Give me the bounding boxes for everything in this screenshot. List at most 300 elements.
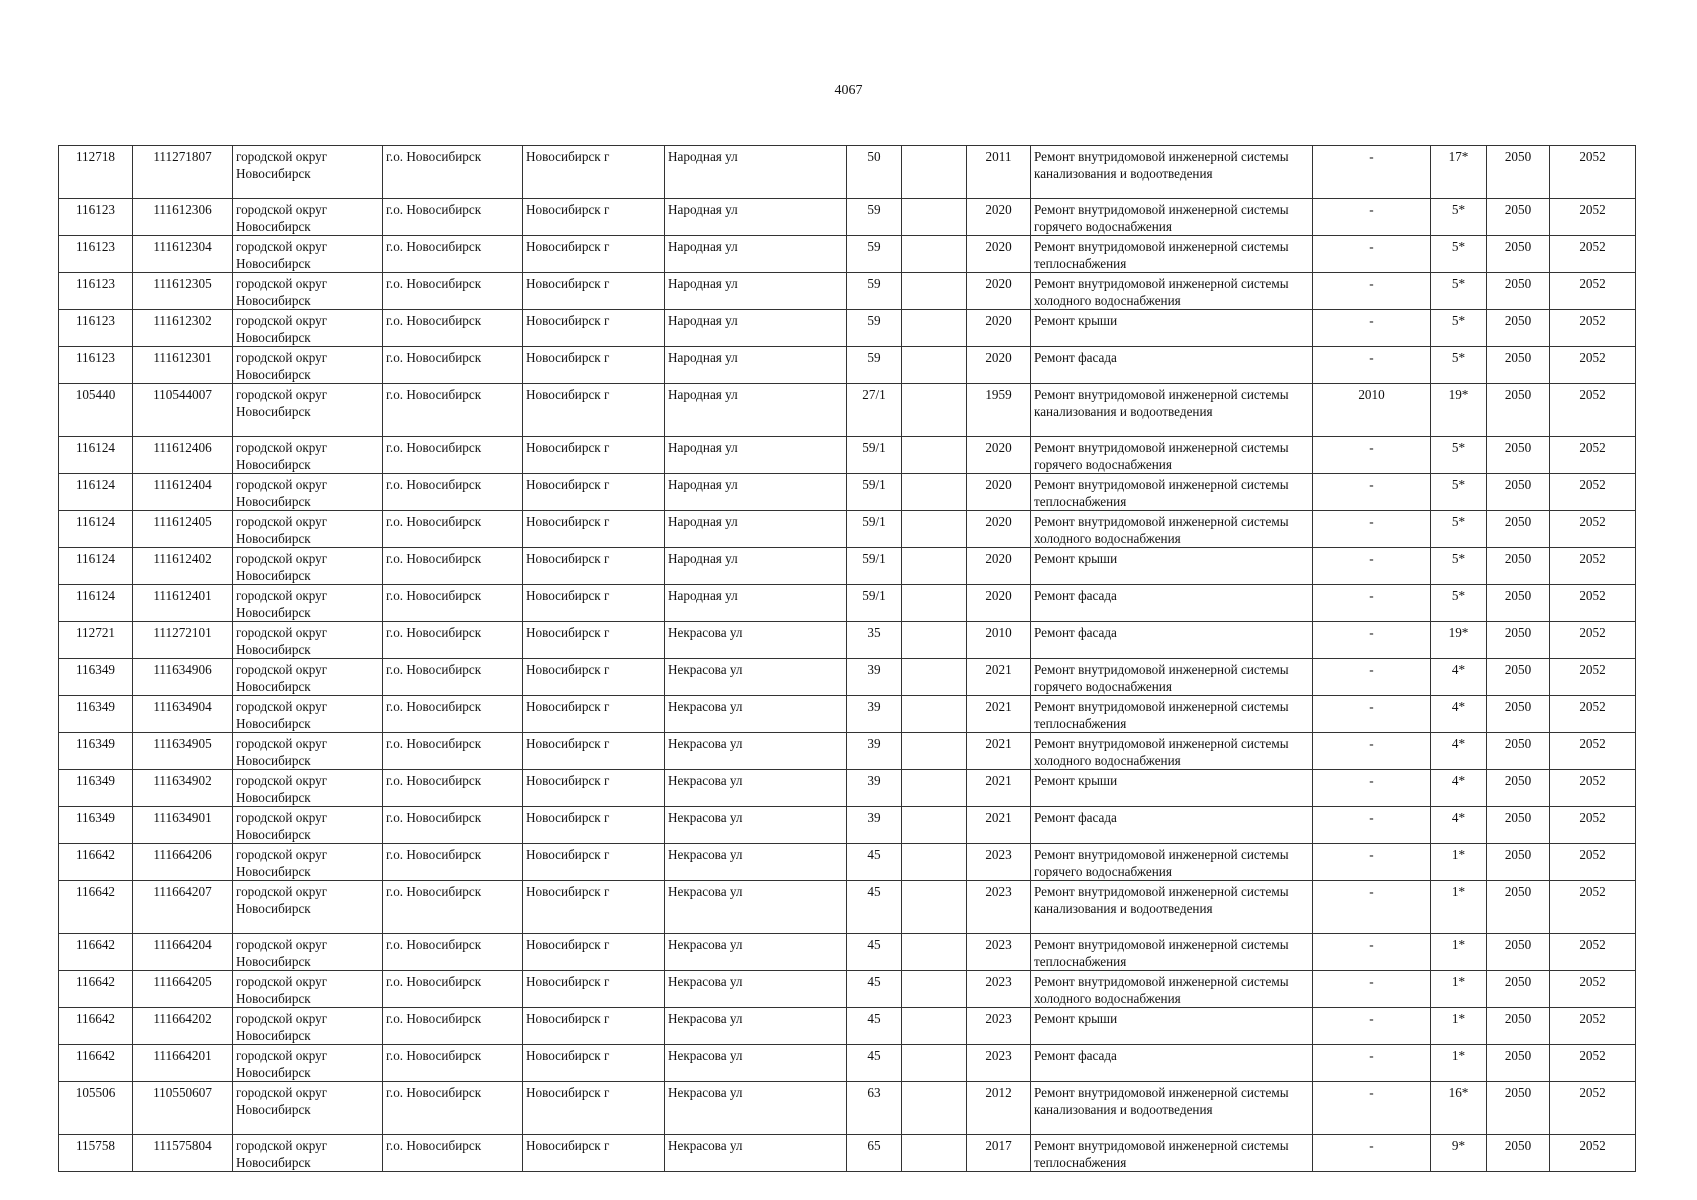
cell-plan-from: 2050 bbox=[1487, 437, 1550, 474]
cell-last-repair: - bbox=[1313, 881, 1431, 934]
cell-street: Народная ул bbox=[665, 511, 847, 548]
cell-building bbox=[902, 236, 967, 273]
cell-plan-from: 2050 bbox=[1487, 199, 1550, 236]
cell-street: Народная ул bbox=[665, 236, 847, 273]
cell-building bbox=[902, 384, 967, 437]
table-row bbox=[59, 770, 1636, 807]
cell-work-type: Ремонт внутридомовой инженерной системы холодного водоснабжения bbox=[1031, 733, 1313, 770]
cell-wear: 19* bbox=[1431, 384, 1487, 437]
cell-plan-from: 2050 bbox=[1487, 1082, 1550, 1135]
cell-building bbox=[902, 548, 967, 585]
cell-house-number: 65 bbox=[847, 1135, 902, 1172]
cell-plan-to: 2052 bbox=[1550, 844, 1636, 881]
cell-city: Новосибирск г bbox=[523, 1008, 665, 1045]
cell-street: Народная ул bbox=[665, 585, 847, 622]
cell-district: г.о. Новосибирск bbox=[383, 696, 523, 733]
cell-house-id: 116349 bbox=[59, 807, 133, 844]
cell-house-number: 59 bbox=[847, 310, 902, 347]
cell-municipality: городской округ Новосибирск bbox=[233, 1008, 383, 1045]
cell-municipality: городской округ Новосибирск bbox=[233, 310, 383, 347]
cell-street: Народная ул bbox=[665, 548, 847, 585]
cell-work-type: Ремонт внутридомовой инженерной системы теплоснабжения bbox=[1031, 474, 1313, 511]
cell-year-built: 2021 bbox=[967, 696, 1031, 733]
table-body bbox=[59, 146, 1636, 1172]
cell-year-built: 2020 bbox=[967, 310, 1031, 347]
cell-district: г.о. Новосибирск bbox=[383, 1082, 523, 1135]
cell-house-id: 116124 bbox=[59, 511, 133, 548]
cell-plan-from: 2050 bbox=[1487, 971, 1550, 1008]
cell-wear: 1* bbox=[1431, 844, 1487, 881]
cell-district: г.о. Новосибирск bbox=[383, 770, 523, 807]
cell-work-type: Ремонт внутридомовой инженерной системы теплоснабжения bbox=[1031, 236, 1313, 273]
cell-work-type: Ремонт внутридомовой инженерной системы горячего водоснабжения bbox=[1031, 437, 1313, 474]
cell-district: г.о. Новосибирск bbox=[383, 273, 523, 310]
cell-district: г.о. Новосибирск bbox=[383, 511, 523, 548]
cell-plan-to: 2052 bbox=[1550, 1045, 1636, 1082]
cell-work-type: Ремонт фасада bbox=[1031, 585, 1313, 622]
cell-house-id: 105506 bbox=[59, 1082, 133, 1135]
cell-municipality: городской округ Новосибирск bbox=[233, 971, 383, 1008]
cell-house-id: 116642 bbox=[59, 934, 133, 971]
cell-year-built: 2023 bbox=[967, 1008, 1031, 1045]
cell-street: Некрасова ул bbox=[665, 971, 847, 1008]
cell-house-number: 45 bbox=[847, 934, 902, 971]
cell-plan-to: 2052 bbox=[1550, 347, 1636, 384]
cell-plan-from: 2050 bbox=[1487, 511, 1550, 548]
table-row bbox=[59, 807, 1636, 844]
cell-last-repair: - bbox=[1313, 146, 1431, 199]
cell-district: г.о. Новосибирск bbox=[383, 548, 523, 585]
cell-street: Народная ул bbox=[665, 146, 847, 199]
cell-municipality: городской округ Новосибирск bbox=[233, 733, 383, 770]
cell-house-id: 116642 bbox=[59, 971, 133, 1008]
cell-house-number: 45 bbox=[847, 881, 902, 934]
cell-house-number: 50 bbox=[847, 146, 902, 199]
cell-house-number: 35 bbox=[847, 622, 902, 659]
cell-municipality: городской округ Новосибирск bbox=[233, 384, 383, 437]
cell-year-built: 2012 bbox=[967, 1082, 1031, 1135]
cell-street: Некрасова ул bbox=[665, 807, 847, 844]
cell-building bbox=[902, 199, 967, 236]
cell-house-number: 39 bbox=[847, 807, 902, 844]
cell-plan-from: 2050 bbox=[1487, 770, 1550, 807]
cell-district: г.о. Новосибирск bbox=[383, 659, 523, 696]
cell-plan-to: 2052 bbox=[1550, 971, 1636, 1008]
cell-municipality: городской округ Новосибирск bbox=[233, 770, 383, 807]
cell-city: Новосибирск г bbox=[523, 146, 665, 199]
cell-municipality: городской округ Новосибирск bbox=[233, 548, 383, 585]
cell-plan-to: 2052 bbox=[1550, 474, 1636, 511]
cell-year-built: 2011 bbox=[967, 146, 1031, 199]
cell-plan-to: 2052 bbox=[1550, 1082, 1636, 1135]
cell-building bbox=[902, 474, 967, 511]
table-row bbox=[59, 310, 1636, 347]
cell-plan-to: 2052 bbox=[1550, 585, 1636, 622]
cell-work-type: Ремонт внутридомовой инженерной системы холодного водоснабжения bbox=[1031, 273, 1313, 310]
table-row bbox=[59, 273, 1636, 310]
cell-plan-from: 2050 bbox=[1487, 881, 1550, 934]
cell-last-repair: - bbox=[1313, 622, 1431, 659]
cell-district: г.о. Новосибирск bbox=[383, 384, 523, 437]
cell-city: Новосибирск г bbox=[523, 770, 665, 807]
table-row bbox=[59, 146, 1636, 199]
cell-year-built: 2020 bbox=[967, 273, 1031, 310]
cell-plan-to: 2052 bbox=[1550, 1135, 1636, 1172]
cell-city: Новосибирск г bbox=[523, 807, 665, 844]
cell-last-repair: - bbox=[1313, 696, 1431, 733]
cell-street: Некрасова ул bbox=[665, 934, 847, 971]
cell-house-number: 63 bbox=[847, 1082, 902, 1135]
cell-work-type: Ремонт внутридомовой инженерной системы канализования и водоотведения bbox=[1031, 146, 1313, 199]
cell-municipality: городской округ Новосибирск bbox=[233, 347, 383, 384]
cell-city: Новосибирск г bbox=[523, 474, 665, 511]
cell-last-repair: - bbox=[1313, 1045, 1431, 1082]
cell-plan-to: 2052 bbox=[1550, 659, 1636, 696]
cell-plan-from: 2050 bbox=[1487, 384, 1550, 437]
cell-work-type: Ремонт внутридомовой инженерной системы теплоснабжения bbox=[1031, 1135, 1313, 1172]
cell-city: Новосибирск г bbox=[523, 585, 665, 622]
cell-plan-from: 2050 bbox=[1487, 146, 1550, 199]
cell-city: Новосибирск г bbox=[523, 696, 665, 733]
cell-building bbox=[902, 659, 967, 696]
cell-last-repair: - bbox=[1313, 474, 1431, 511]
cell-wear: 1* bbox=[1431, 934, 1487, 971]
table-row bbox=[59, 844, 1636, 881]
cell-year-built: 2020 bbox=[967, 548, 1031, 585]
cell-house-id: 116123 bbox=[59, 347, 133, 384]
cell-plan-to: 2052 bbox=[1550, 733, 1636, 770]
cell-plan-to: 2052 bbox=[1550, 310, 1636, 347]
cell-last-repair: - bbox=[1313, 437, 1431, 474]
table-row bbox=[59, 347, 1636, 384]
cell-wear: 16* bbox=[1431, 1082, 1487, 1135]
cell-house-number: 59/1 bbox=[847, 474, 902, 511]
cell-district: г.о. Новосибирск bbox=[383, 437, 523, 474]
cell-year-built: 2021 bbox=[967, 659, 1031, 696]
cell-house-id: 116123 bbox=[59, 199, 133, 236]
cell-work-id: 111271807 bbox=[133, 146, 233, 199]
cell-district: г.о. Новосибирск bbox=[383, 807, 523, 844]
cell-year-built: 2010 bbox=[967, 622, 1031, 659]
cell-city: Новосибирск г bbox=[523, 934, 665, 971]
cell-work-type: Ремонт крыши bbox=[1031, 1008, 1313, 1045]
cell-house-id: 115758 bbox=[59, 1135, 133, 1172]
cell-work-id: 111664205 bbox=[133, 971, 233, 1008]
cell-year-built: 2023 bbox=[967, 844, 1031, 881]
cell-plan-from: 2050 bbox=[1487, 1008, 1550, 1045]
table-row bbox=[59, 384, 1636, 437]
cell-last-repair: - bbox=[1313, 273, 1431, 310]
cell-work-id: 111612402 bbox=[133, 548, 233, 585]
table-row bbox=[59, 696, 1636, 733]
cell-house-id: 116123 bbox=[59, 273, 133, 310]
cell-work-type: Ремонт фасада bbox=[1031, 1045, 1313, 1082]
cell-last-repair: - bbox=[1313, 934, 1431, 971]
cell-street: Некрасова ул bbox=[665, 622, 847, 659]
table-row bbox=[59, 1135, 1636, 1172]
cell-plan-to: 2052 bbox=[1550, 146, 1636, 199]
cell-work-id: 111612406 bbox=[133, 437, 233, 474]
cell-house-id: 116124 bbox=[59, 548, 133, 585]
cell-house-id: 116349 bbox=[59, 659, 133, 696]
cell-house-number: 39 bbox=[847, 733, 902, 770]
cell-work-id: 111612405 bbox=[133, 511, 233, 548]
cell-last-repair: - bbox=[1313, 310, 1431, 347]
cell-plan-from: 2050 bbox=[1487, 1135, 1550, 1172]
table-row bbox=[59, 733, 1636, 770]
cell-work-id: 111612401 bbox=[133, 585, 233, 622]
cell-city: Новосибирск г bbox=[523, 548, 665, 585]
cell-city: Новосибирск г bbox=[523, 622, 665, 659]
cell-district: г.о. Новосибирск bbox=[383, 971, 523, 1008]
cell-plan-from: 2050 bbox=[1487, 807, 1550, 844]
cell-district: г.о. Новосибирск bbox=[383, 236, 523, 273]
cell-wear: 5* bbox=[1431, 236, 1487, 273]
cell-building bbox=[902, 511, 967, 548]
cell-work-id: 111612305 bbox=[133, 273, 233, 310]
cell-municipality: городской округ Новосибирск bbox=[233, 511, 383, 548]
cell-year-built: 2021 bbox=[967, 733, 1031, 770]
cell-building bbox=[902, 934, 967, 971]
cell-building bbox=[902, 844, 967, 881]
cell-last-repair: - bbox=[1313, 1135, 1431, 1172]
cell-year-built: 2020 bbox=[967, 199, 1031, 236]
table-row bbox=[59, 1082, 1636, 1135]
cell-plan-from: 2050 bbox=[1487, 273, 1550, 310]
table-row bbox=[59, 511, 1636, 548]
cell-municipality: городской округ Новосибирск bbox=[233, 236, 383, 273]
cell-district: г.о. Новосибирск bbox=[383, 844, 523, 881]
cell-work-id: 111575804 bbox=[133, 1135, 233, 1172]
cell-last-repair: - bbox=[1313, 844, 1431, 881]
cell-year-built: 2020 bbox=[967, 474, 1031, 511]
cell-house-id: 112721 bbox=[59, 622, 133, 659]
cell-work-type: Ремонт внутридомовой инженерной системы холодного водоснабжения bbox=[1031, 511, 1313, 548]
cell-house-number: 27/1 bbox=[847, 384, 902, 437]
cell-work-id: 111634904 bbox=[133, 696, 233, 733]
cell-year-built: 2020 bbox=[967, 347, 1031, 384]
cell-district: г.о. Новосибирск bbox=[383, 199, 523, 236]
cell-city: Новосибирск г bbox=[523, 199, 665, 236]
cell-street: Народная ул bbox=[665, 273, 847, 310]
cell-building bbox=[902, 1008, 967, 1045]
cell-city: Новосибирск г bbox=[523, 844, 665, 881]
table-row bbox=[59, 474, 1636, 511]
cell-work-id: 111612302 bbox=[133, 310, 233, 347]
cell-wear: 5* bbox=[1431, 585, 1487, 622]
cell-plan-from: 2050 bbox=[1487, 347, 1550, 384]
cell-house-id: 116124 bbox=[59, 437, 133, 474]
cell-city: Новосибирск г bbox=[523, 384, 665, 437]
cell-last-repair: - bbox=[1313, 199, 1431, 236]
cell-wear: 5* bbox=[1431, 474, 1487, 511]
cell-year-built: 2021 bbox=[967, 807, 1031, 844]
cell-house-id: 116642 bbox=[59, 1045, 133, 1082]
cell-work-type: Ремонт крыши bbox=[1031, 310, 1313, 347]
cell-city: Новосибирск г bbox=[523, 236, 665, 273]
cell-plan-from: 2050 bbox=[1487, 733, 1550, 770]
table-row bbox=[59, 1008, 1636, 1045]
cell-house-id: 116642 bbox=[59, 881, 133, 934]
cell-wear: 4* bbox=[1431, 770, 1487, 807]
cell-street: Некрасова ул bbox=[665, 844, 847, 881]
cell-municipality: городской округ Новосибирск bbox=[233, 437, 383, 474]
cell-plan-to: 2052 bbox=[1550, 1008, 1636, 1045]
cell-last-repair: - bbox=[1313, 347, 1431, 384]
cell-last-repair: - bbox=[1313, 511, 1431, 548]
cell-building bbox=[902, 971, 967, 1008]
cell-plan-from: 2050 bbox=[1487, 622, 1550, 659]
cell-work-id: 111634905 bbox=[133, 733, 233, 770]
cell-wear: 5* bbox=[1431, 437, 1487, 474]
cell-district: г.о. Новосибирск bbox=[383, 1135, 523, 1172]
cell-wear: 5* bbox=[1431, 548, 1487, 585]
cell-wear: 1* bbox=[1431, 971, 1487, 1008]
cell-city: Новосибирск г bbox=[523, 659, 665, 696]
cell-city: Новосибирск г bbox=[523, 511, 665, 548]
cell-plan-to: 2052 bbox=[1550, 934, 1636, 971]
cell-work-id: 111612301 bbox=[133, 347, 233, 384]
cell-house-number: 59 bbox=[847, 199, 902, 236]
cell-street: Народная ул bbox=[665, 384, 847, 437]
cell-city: Новосибирск г bbox=[523, 347, 665, 384]
cell-street: Народная ул bbox=[665, 310, 847, 347]
cell-house-id: 116123 bbox=[59, 236, 133, 273]
cell-street: Некрасова ул bbox=[665, 733, 847, 770]
cell-plan-from: 2050 bbox=[1487, 659, 1550, 696]
cell-year-built: 2020 bbox=[967, 585, 1031, 622]
cell-year-built: 2023 bbox=[967, 934, 1031, 971]
cell-street: Народная ул bbox=[665, 199, 847, 236]
cell-work-id: 111664206 bbox=[133, 844, 233, 881]
cell-last-repair: - bbox=[1313, 807, 1431, 844]
cell-work-id: 110550607 bbox=[133, 1082, 233, 1135]
cell-house-id: 116642 bbox=[59, 1008, 133, 1045]
table-row bbox=[59, 236, 1636, 273]
cell-plan-to: 2052 bbox=[1550, 548, 1636, 585]
table-row bbox=[59, 622, 1636, 659]
cell-year-built: 2023 bbox=[967, 1045, 1031, 1082]
cell-work-type: Ремонт внутридомовой инженерной системы теплоснабжения bbox=[1031, 696, 1313, 733]
cell-wear: 4* bbox=[1431, 807, 1487, 844]
cell-work-type: Ремонт внутридомовой инженерной системы теплоснабжения bbox=[1031, 934, 1313, 971]
cell-last-repair: - bbox=[1313, 659, 1431, 696]
cell-district: г.о. Новосибирск bbox=[383, 733, 523, 770]
cell-building bbox=[902, 622, 967, 659]
cell-plan-to: 2052 bbox=[1550, 696, 1636, 733]
cell-work-type: Ремонт внутридомовой инженерной системы канализования и водоотведения bbox=[1031, 1082, 1313, 1135]
cell-plan-to: 2052 bbox=[1550, 807, 1636, 844]
cell-wear: 4* bbox=[1431, 733, 1487, 770]
cell-street: Некрасова ул bbox=[665, 881, 847, 934]
cell-plan-from: 2050 bbox=[1487, 844, 1550, 881]
cell-work-id: 111664204 bbox=[133, 934, 233, 971]
cell-street: Некрасова ул bbox=[665, 1082, 847, 1135]
cell-wear: 1* bbox=[1431, 881, 1487, 934]
cell-house-number: 45 bbox=[847, 1045, 902, 1082]
cell-work-type: Ремонт внутридомовой инженерной системы горячего водоснабжения bbox=[1031, 844, 1313, 881]
cell-municipality: городской округ Новосибирск bbox=[233, 807, 383, 844]
cell-city: Новосибирск г bbox=[523, 971, 665, 1008]
cell-street: Некрасова ул bbox=[665, 696, 847, 733]
cell-house-id: 116349 bbox=[59, 733, 133, 770]
cell-city: Новосибирск г bbox=[523, 1045, 665, 1082]
cell-plan-from: 2050 bbox=[1487, 548, 1550, 585]
cell-plan-from: 2050 bbox=[1487, 696, 1550, 733]
cell-year-built: 2023 bbox=[967, 881, 1031, 934]
cell-plan-to: 2052 bbox=[1550, 622, 1636, 659]
cell-last-repair: - bbox=[1313, 971, 1431, 1008]
cell-municipality: городской округ Новосибирск bbox=[233, 844, 383, 881]
cell-municipality: городской округ Новосибирск bbox=[233, 696, 383, 733]
cell-street: Народная ул bbox=[665, 347, 847, 384]
cell-municipality: городской округ Новосибирск bbox=[233, 273, 383, 310]
cell-work-id: 111612304 bbox=[133, 236, 233, 273]
cell-municipality: городской округ Новосибирск bbox=[233, 622, 383, 659]
table-row bbox=[59, 659, 1636, 696]
cell-house-id: 116349 bbox=[59, 696, 133, 733]
cell-building bbox=[902, 273, 967, 310]
cell-street: Некрасова ул bbox=[665, 1045, 847, 1082]
cell-last-repair: 2010 bbox=[1313, 384, 1431, 437]
cell-city: Новосибирск г bbox=[523, 310, 665, 347]
cell-work-id: 110544007 bbox=[133, 384, 233, 437]
cell-building bbox=[902, 696, 967, 733]
table-row bbox=[59, 1045, 1636, 1082]
table-row bbox=[59, 199, 1636, 236]
cell-house-number: 39 bbox=[847, 696, 902, 733]
cell-building bbox=[902, 733, 967, 770]
cell-district: г.о. Новосибирск bbox=[383, 474, 523, 511]
cell-street: Некрасова ул bbox=[665, 659, 847, 696]
cell-street: Народная ул bbox=[665, 474, 847, 511]
cell-year-built: 2023 bbox=[967, 971, 1031, 1008]
cell-municipality: городской округ Новосибирск bbox=[233, 146, 383, 199]
table-row bbox=[59, 881, 1636, 934]
cell-work-id: 111664202 bbox=[133, 1008, 233, 1045]
cell-last-repair: - bbox=[1313, 585, 1431, 622]
cell-municipality: городской округ Новосибирск bbox=[233, 934, 383, 971]
cell-plan-to: 2052 bbox=[1550, 199, 1636, 236]
cell-wear: 1* bbox=[1431, 1008, 1487, 1045]
cell-district: г.о. Новосибирск bbox=[383, 347, 523, 384]
cell-house-number: 59/1 bbox=[847, 585, 902, 622]
cell-plan-to: 2052 bbox=[1550, 384, 1636, 437]
cell-plan-from: 2050 bbox=[1487, 236, 1550, 273]
cell-work-type: Ремонт внутридомовой инженерной системы холодного водоснабжения bbox=[1031, 971, 1313, 1008]
cell-work-id: 111634902 bbox=[133, 770, 233, 807]
cell-last-repair: - bbox=[1313, 770, 1431, 807]
cell-municipality: городской округ Новосибирск bbox=[233, 881, 383, 934]
cell-plan-to: 2052 bbox=[1550, 770, 1636, 807]
cell-district: г.о. Новосибирск bbox=[383, 934, 523, 971]
cell-house-number: 59 bbox=[847, 347, 902, 384]
cell-wear: 5* bbox=[1431, 273, 1487, 310]
cell-plan-from: 2050 bbox=[1487, 934, 1550, 971]
cell-house-number: 59 bbox=[847, 273, 902, 310]
cell-house-number: 39 bbox=[847, 659, 902, 696]
cell-work-type: Ремонт внутридомовой инженерной системы горячего водоснабжения bbox=[1031, 199, 1313, 236]
cell-city: Новосибирск г bbox=[523, 1082, 665, 1135]
table-row bbox=[59, 585, 1636, 622]
cell-house-number: 39 bbox=[847, 770, 902, 807]
cell-work-type: Ремонт внутридомовой инженерной системы горячего водоснабжения bbox=[1031, 659, 1313, 696]
cell-municipality: городской округ Новосибирск bbox=[233, 585, 383, 622]
cell-wear: 17* bbox=[1431, 146, 1487, 199]
cell-work-id: 111612404 bbox=[133, 474, 233, 511]
cell-plan-to: 2052 bbox=[1550, 273, 1636, 310]
cell-work-type: Ремонт крыши bbox=[1031, 770, 1313, 807]
